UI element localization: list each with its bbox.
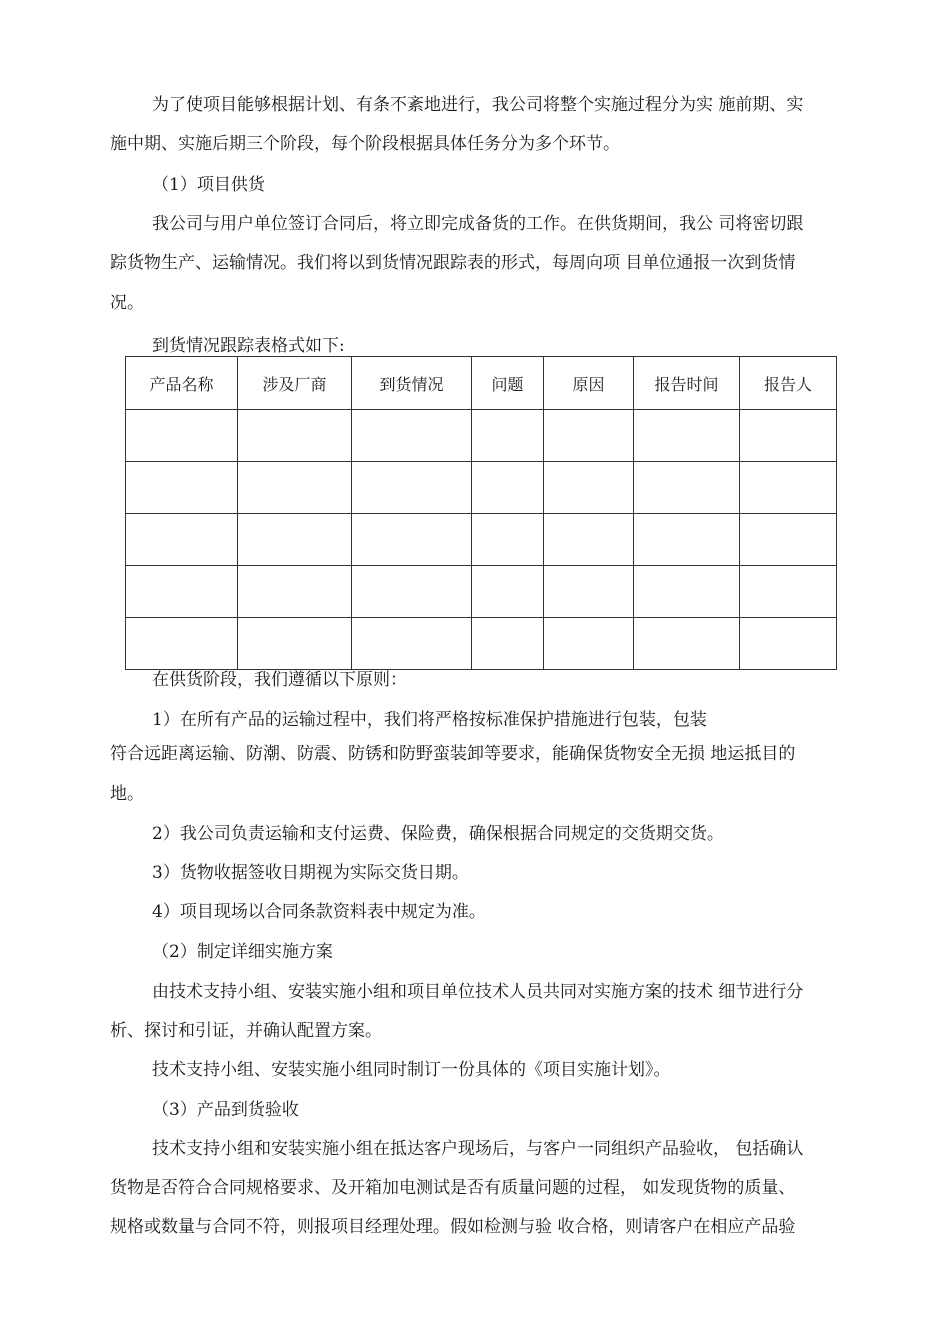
table-cell bbox=[634, 618, 740, 670]
paragraph-line: 我公司与用户单位签订合同后，将立即完成备货的工作。在供货期间，我公 司将密切跟 bbox=[152, 214, 804, 234]
paragraph-line: 施中期、实施后期三个阶段，每个阶段根据具体任务分为多个环节。 bbox=[110, 134, 620, 154]
list-item: 4）项目现场以合同条款资料表中规定为准。 bbox=[152, 902, 486, 922]
table-cell bbox=[352, 410, 472, 462]
table-caption: 到货情况跟踪表格式如下: bbox=[152, 336, 345, 356]
header-arrival-status: 到货情况 bbox=[352, 357, 472, 410]
table-cell bbox=[544, 410, 634, 462]
table-cell bbox=[740, 566, 837, 618]
paragraph-line: 踪货物生产、运输情况。我们将以到货情况跟踪表的形式，每周向项 目单位通报一次到货情 bbox=[110, 253, 796, 273]
table-cell bbox=[352, 566, 472, 618]
header-manufacturer: 涉及厂商 bbox=[238, 357, 352, 410]
table-cell bbox=[238, 618, 352, 670]
table-cell bbox=[352, 514, 472, 566]
paragraph-line: 由技术支持小组、安装实施小组和项目单位技术人员共同对实施方案的技术 细节进行分 bbox=[152, 982, 804, 1002]
table-cell bbox=[472, 462, 544, 514]
paragraph-line: 析、探讨和引证，并确认配置方案。 bbox=[110, 1021, 382, 1041]
paragraph-line: 况。 bbox=[110, 293, 144, 313]
section-heading: （2）制定详细实施方案 bbox=[152, 942, 333, 962]
table-cell bbox=[740, 514, 837, 566]
paragraph-line: 在供货阶段，我们遵循以下原则： bbox=[152, 670, 407, 690]
table-row bbox=[126, 462, 837, 514]
list-item: 3）货物收据签收日期视为实际交货日期。 bbox=[152, 863, 469, 883]
table-cell bbox=[126, 566, 238, 618]
table-cell bbox=[634, 514, 740, 566]
header-issue: 问题 bbox=[472, 357, 544, 410]
table-cell bbox=[238, 410, 352, 462]
table-cell bbox=[238, 462, 352, 514]
section-heading: （1）项目供货 bbox=[152, 175, 265, 195]
table-cell bbox=[544, 566, 634, 618]
table-cell bbox=[126, 462, 238, 514]
paragraph-line: 技术支持小组和安装实施小组在抵达客户现场后，与客户一同组织产品验收， 包括确认 bbox=[152, 1139, 804, 1159]
table-cell bbox=[126, 618, 238, 670]
table-row bbox=[126, 514, 837, 566]
list-item: 2）我公司负责运输和支付运费、保险费，确保根据合同规定的交货期交货。 bbox=[152, 824, 724, 844]
header-reason: 原因 bbox=[544, 357, 634, 410]
table-cell bbox=[740, 410, 837, 462]
table-cell bbox=[126, 410, 238, 462]
table-header-row bbox=[126, 357, 837, 410]
table-cell bbox=[740, 462, 837, 514]
table-cell bbox=[126, 514, 238, 566]
table-cell bbox=[634, 410, 740, 462]
table-cell bbox=[238, 514, 352, 566]
table-cell bbox=[634, 566, 740, 618]
table-cell bbox=[352, 618, 472, 670]
paragraph-line: 规格或数量与合同不符，则报项目经理处理。假如检测与验 收合格，则请客户在相应产品验 bbox=[110, 1217, 796, 1237]
table-cell bbox=[544, 462, 634, 514]
table-cell bbox=[352, 462, 472, 514]
table-row bbox=[126, 566, 837, 618]
header-product-name: 产品名称 bbox=[126, 357, 238, 410]
table-cell bbox=[472, 618, 544, 670]
section-heading: （3）产品到货验收 bbox=[152, 1100, 299, 1120]
table-cell bbox=[472, 410, 544, 462]
paragraph-line: 为了使项目能够根据计划、有条不紊地进行，我公司将整个实施过程分为实 施前期、实 bbox=[152, 95, 804, 115]
table-cell bbox=[472, 566, 544, 618]
table-row bbox=[126, 410, 837, 462]
paragraph-line: 地。 bbox=[110, 784, 144, 804]
table-cell bbox=[740, 618, 837, 670]
table-cell bbox=[634, 462, 740, 514]
paragraph-line: 货物是否符合合同规格要求、及开箱加电测试是否有质量问题的过程， 如发现货物的质量、 bbox=[110, 1178, 796, 1198]
paragraph-line: 符合远距离运输、防潮、防震、防锈和防野蛮装卸等要求，能确保货物安全无损 地运抵目的 bbox=[110, 744, 796, 764]
delivery-tracking-table bbox=[125, 356, 837, 670]
table-row bbox=[126, 618, 837, 670]
table-cell bbox=[472, 514, 544, 566]
table-cell bbox=[544, 618, 634, 670]
list-item: 1）在所有产品的运输过程中，我们将严格按标准保护措施进行包装，包装 bbox=[152, 710, 707, 730]
table-cell bbox=[544, 514, 634, 566]
paragraph-line: 技术支持小组、安装实施小组同时制订一份具体的《项目实施计划》。 bbox=[152, 1060, 671, 1080]
header-reporter: 报告人 bbox=[740, 357, 837, 410]
table-cell bbox=[238, 566, 352, 618]
header-report-time: 报告时间 bbox=[634, 357, 740, 410]
